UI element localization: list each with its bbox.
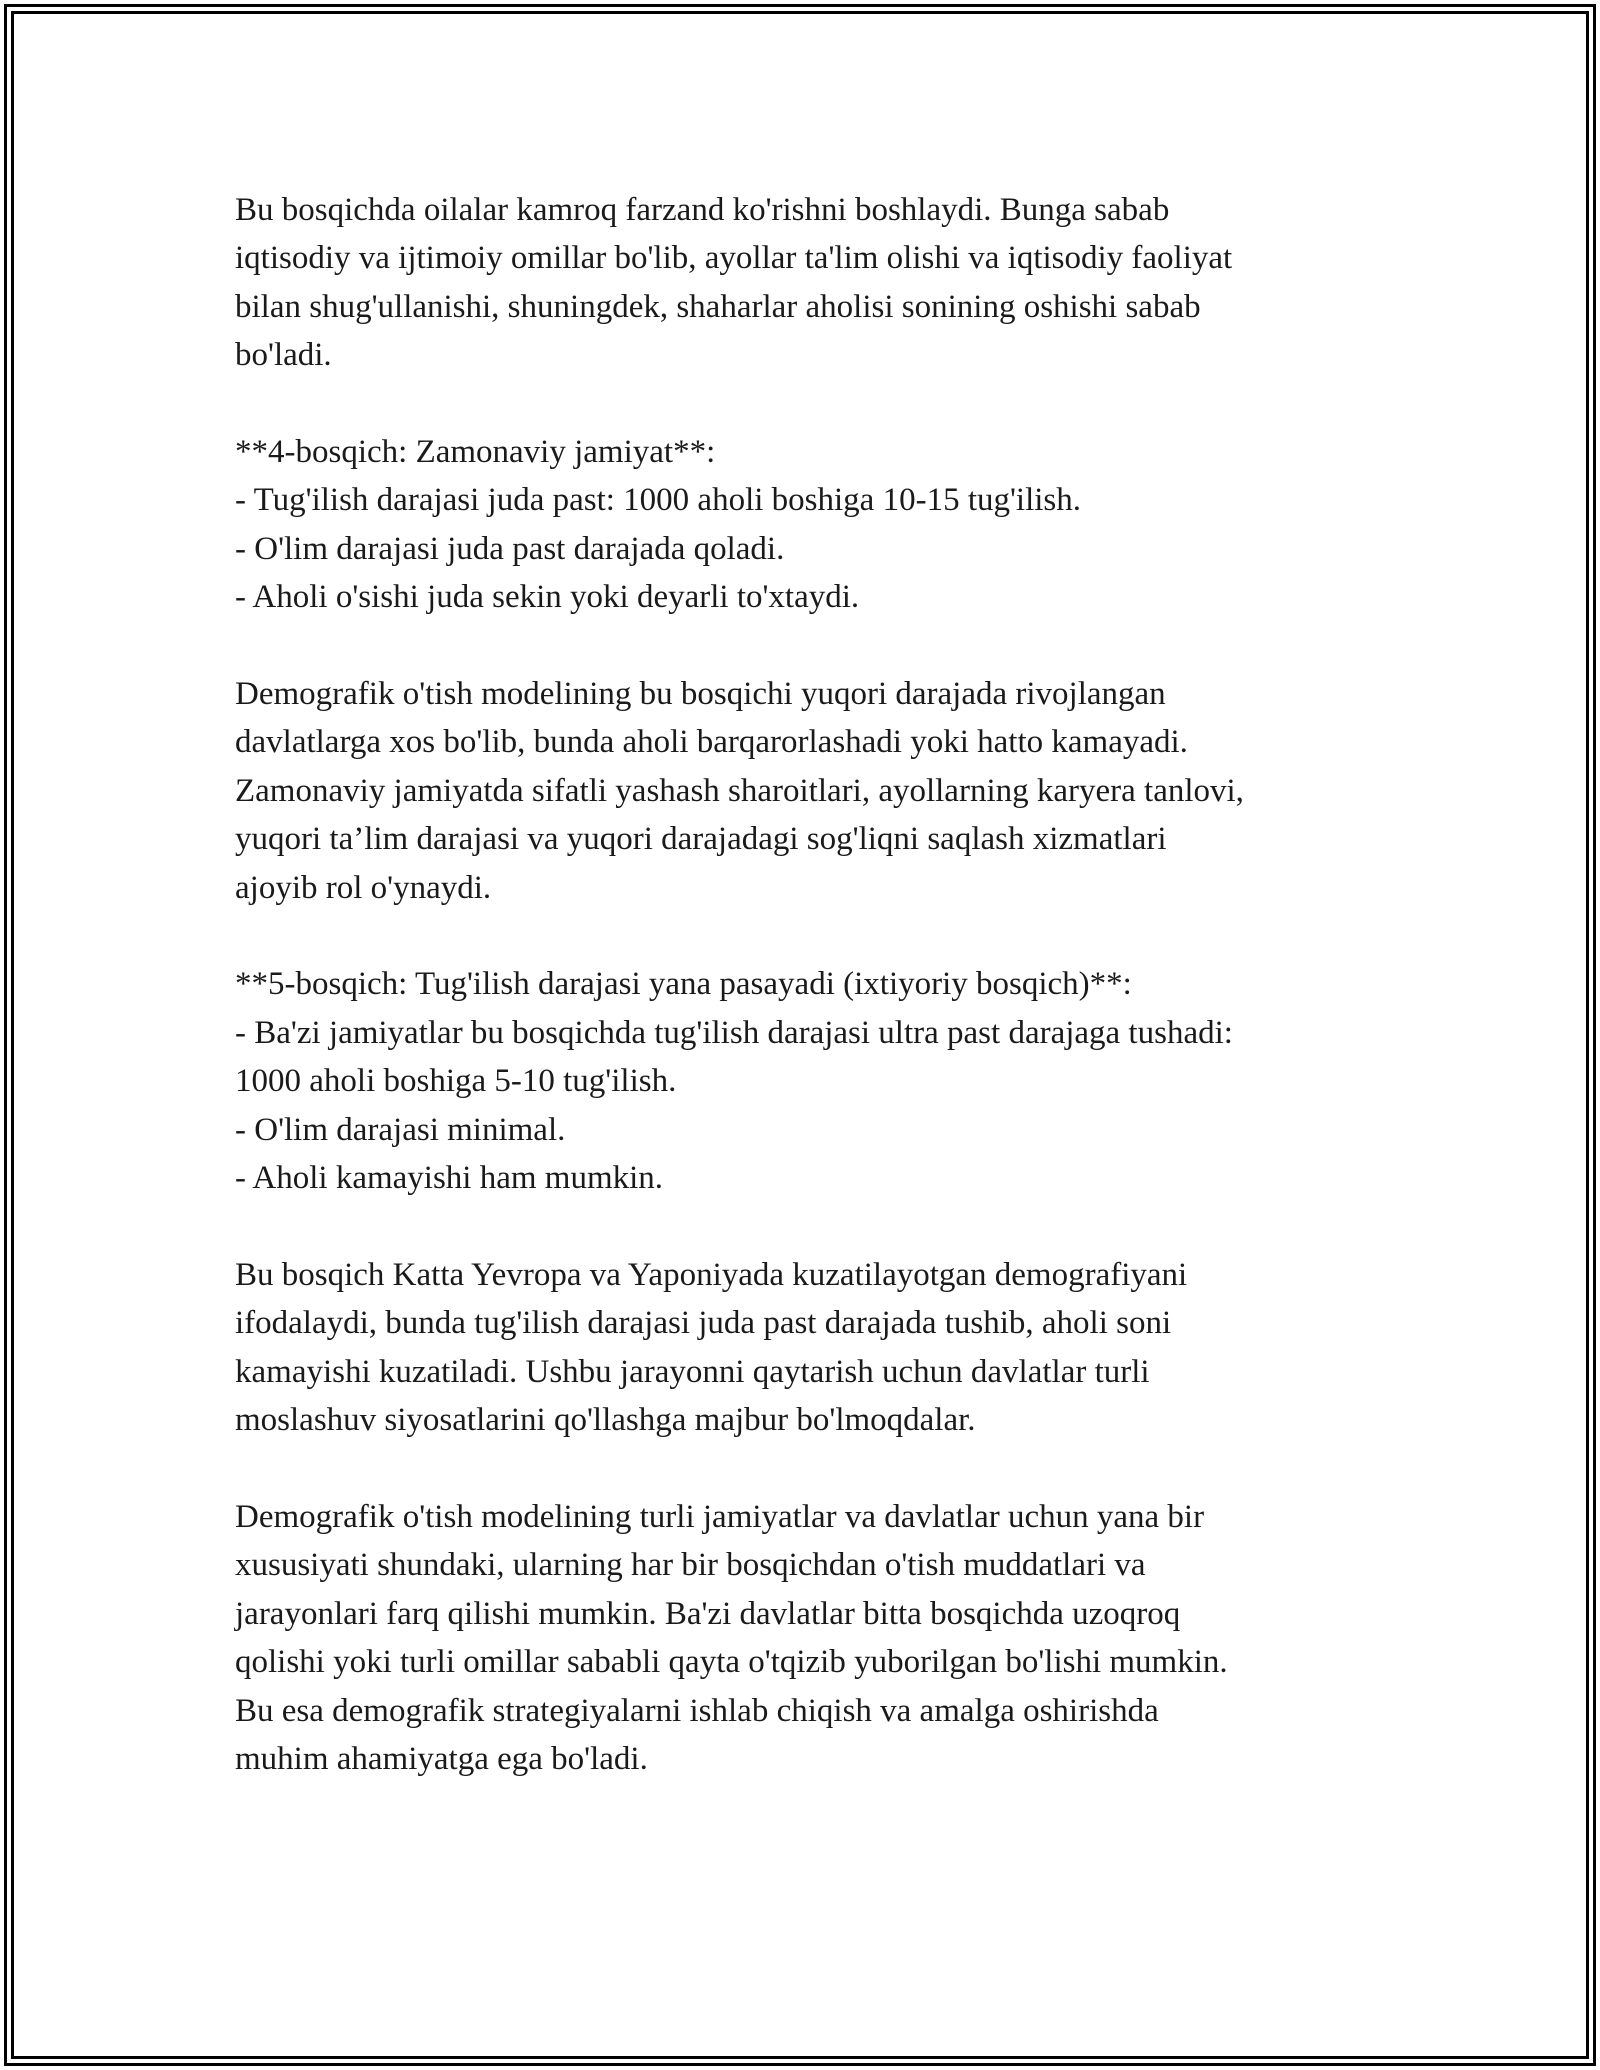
text-line: jarayonlari farq qilishi mumkin. Ba'zi davlatlar bitta bosqichda uzoqroq xyxy=(235,1595,1181,1632)
section-heading: **4-bosqich: Zamonaviy jamiyat**: xyxy=(235,434,716,471)
text-line: Demografik o'tish modelining turli jamiyatlar va davlatlar uchun yana bir xyxy=(235,1498,1205,1535)
list-item: - O'lim darajasi juda past darajada qoladi. xyxy=(235,530,785,567)
text-line: bo'ladi. xyxy=(235,337,332,374)
paragraph-stage4-description xyxy=(235,670,1415,912)
text-line: Bu bosqichda oilalar kamroq farzand ko'rishni boshlaydi. Bunga sabab xyxy=(235,192,1170,228)
list-item: - Ba'zi jamiyatlar bu bosqichda tug'ilish darajasi ultra past darajaga tushadi: xyxy=(235,1014,1233,1051)
text-line: iqtisodiy va ijtimoiy omillar bo'lib, ayollar ta'lim olishi va iqtisodiy faoliyat xyxy=(235,240,1233,277)
paragraph-stage5-description xyxy=(235,1251,1415,1445)
section-stage-5 xyxy=(235,960,1415,1202)
list-item: - Aholi kamayishi ham mumkin. xyxy=(235,1160,664,1197)
text-line: muhim ahamiyatga ega bo'ladi. xyxy=(235,1740,648,1777)
text-line: Zamonaviy jamiyatda sifatli yashash sharoitlari, ayollarning karyera tanlovi, xyxy=(235,772,1244,809)
text-line: Bu bosqich Katta Yevropa va Yaponiyada kuzatilayotgan demografiyani xyxy=(235,1256,1188,1293)
section-heading: **5-bosqich: Tug'ilish darajasi yana pasayadi (ixtiyoriy bosqich)**: xyxy=(235,966,1132,1003)
text-line: xususiyati shundaki, ularning har bir bosqichdan o'tish muddatlari va xyxy=(235,1547,1146,1584)
text-line: Bu esa demografik strategiyalarni ishlab chiqish va amalga oshirishda xyxy=(235,1692,1159,1729)
section-stage-4 xyxy=(235,428,1415,622)
text-line: yuqori ta’lim darajasi va yuqori darajadagi sog'liqni saqlash xizmatlari xyxy=(235,821,1167,858)
list-item-continuation: 1000 aholi boshiga 5-10 tug'ilish. xyxy=(235,1063,677,1100)
text-line: ifodalaydi, bunda tug'ilish darajasi juda past darajada tushib, aholi soni xyxy=(235,1305,1172,1342)
list-item: - Aholi o'sishi juda sekin yoki deyarli to'xtaydi. xyxy=(235,579,860,616)
text-line: kamayishi kuzatiladi. Ushbu jarayonni qaytarish uchun davlatlar turli xyxy=(235,1353,1150,1390)
text-line: Demografik o'tish modelining bu bosqichi yuqori darajada rivojlangan xyxy=(235,676,1166,713)
text-line: davlatlarga xos bo'lib, bunda aholi barqarorlashadi yoki hatto kamayadi. xyxy=(235,724,1188,761)
document-body xyxy=(235,186,1415,1832)
paragraph-stage3-conclusion xyxy=(235,186,1415,380)
list-item: - O'lim darajasi minimal. xyxy=(235,1111,566,1148)
text-line: bilan shug'ullanishi, shuningdek, shaharlar aholisi sonining oshishi sabab xyxy=(235,288,1201,325)
paragraph-conclusion xyxy=(235,1493,1415,1783)
text-line: ajoyib rol o'ynaydi. xyxy=(235,869,492,906)
text-line: qolishi yoki turli omillar sababli qayta o'tqizib yuborilgan bo'lishi mumkin. xyxy=(235,1644,1228,1681)
text-line: moslashuv siyosatlarini qo'llashga majbur bo'lmoqdalar. xyxy=(235,1402,976,1439)
list-item: - Tug'ilish darajasi juda past: 1000 aholi boshiga 10-15 tug'ilish. xyxy=(235,482,1082,519)
